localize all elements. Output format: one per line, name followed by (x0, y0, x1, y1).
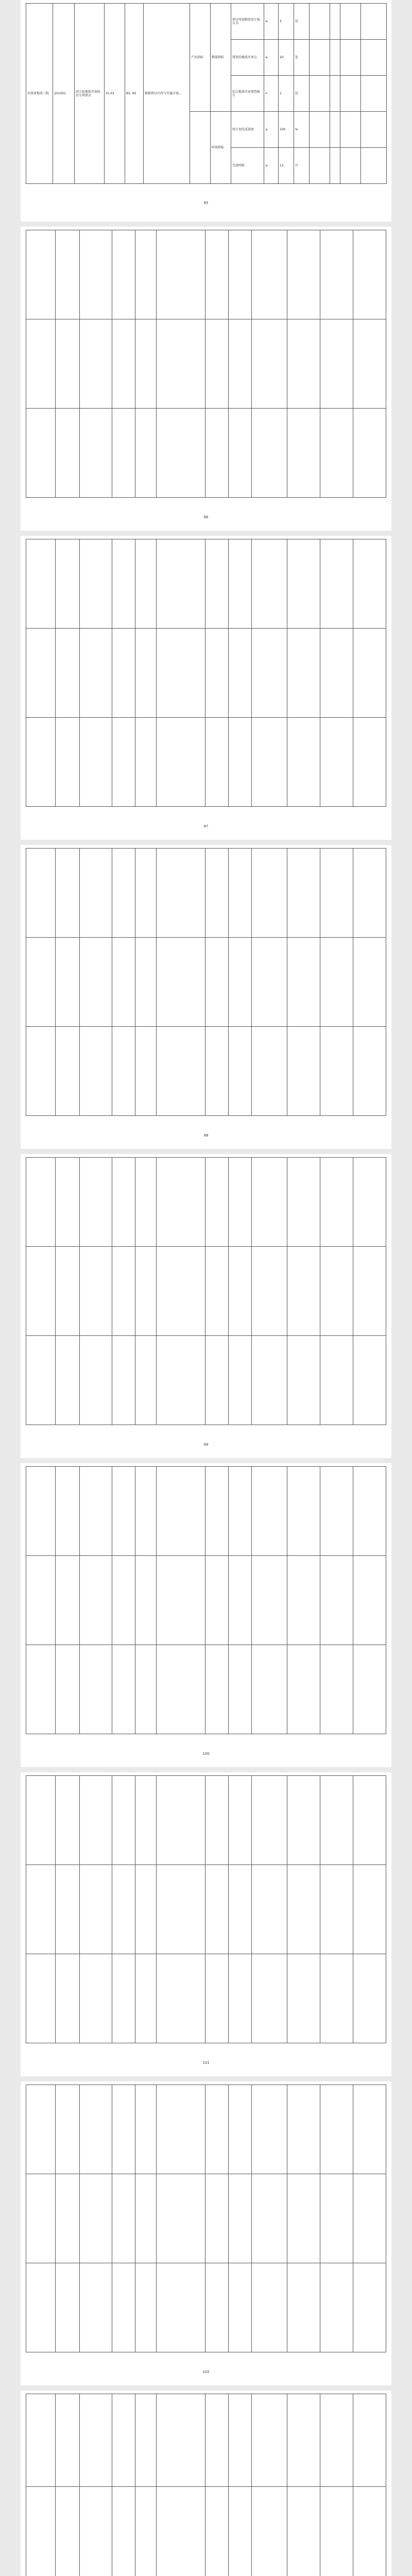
item-cell: 项目所需勘查设计报告书 (231, 4, 264, 40)
page-95 (21, 0, 391, 222)
page-99 (21, 1154, 391, 1458)
unit-cell: 份 (294, 76, 310, 112)
index-cell: 时效指标 (211, 112, 231, 184)
performance-table-98 (26, 848, 386, 1116)
performance-table-95 (26, 3, 387, 184)
performance-table-100 (26, 1466, 386, 1734)
level-cell: 产出指标 (190, 4, 211, 112)
page-number: 98 (203, 1133, 209, 1138)
page-101 (21, 1772, 391, 2076)
val-cell: 12 (279, 148, 294, 184)
performance-table-96 (26, 230, 386, 498)
page-number: 96 (203, 515, 209, 519)
val-cell: 20 (279, 40, 294, 76)
dept-name: 河南省地质三院 (26, 4, 53, 184)
page-97 (21, 536, 391, 840)
page-96 (21, 227, 391, 531)
dept-code: 201001 (53, 4, 75, 184)
unit-cell: 月 (294, 148, 310, 184)
page-102 (21, 2081, 391, 2385)
page-98 (21, 845, 391, 1149)
project-name: 固土防地质灾害防治专项资金 (75, 4, 105, 184)
item-cell: 排查的地质灾害点 (231, 40, 264, 76)
performance-table-101 (26, 1775, 386, 2043)
performance-table-103 (26, 2394, 386, 2576)
sym-cell: = (264, 76, 279, 112)
sym-cell: ≤ (264, 148, 279, 184)
project-desc: 根据项目内容与实施方案... (144, 4, 190, 184)
page-number: 100 (202, 1752, 210, 1756)
item-cell: 综合地质灾害排查报告 (231, 76, 264, 112)
page-number: 101 (202, 2061, 210, 2065)
unit-cell: 份 (294, 4, 310, 40)
performance-table-102 (26, 2084, 386, 2352)
cost-code: 31-01 (105, 4, 125, 184)
page-103 (21, 2391, 391, 2576)
val-cell: 1 (279, 76, 294, 112)
unit-cell: 处 (294, 40, 310, 76)
page-number: 99 (203, 1443, 209, 1447)
sym-cell: ≤ (264, 112, 279, 148)
performance-table-99 (26, 1157, 386, 1425)
sym-cell: ≥ (264, 40, 279, 76)
unit-cell: % (294, 112, 310, 148)
page-number: 102 (202, 2370, 210, 2374)
sym-cell: ≥ (264, 4, 279, 40)
project-amount: 85, 00 (125, 4, 144, 184)
val-cell: 2 (279, 4, 294, 40)
index-cell: 数量指标 (211, 4, 231, 112)
page-number: 97 (203, 824, 209, 828)
item-cell: 按计划完成进度 (231, 112, 264, 148)
page-100 (21, 1463, 391, 1767)
performance-table-97 (26, 539, 386, 807)
val-cell: 100 (279, 112, 294, 148)
page-number: 95 (203, 201, 209, 205)
item-cell: 完成时限 (231, 148, 264, 184)
